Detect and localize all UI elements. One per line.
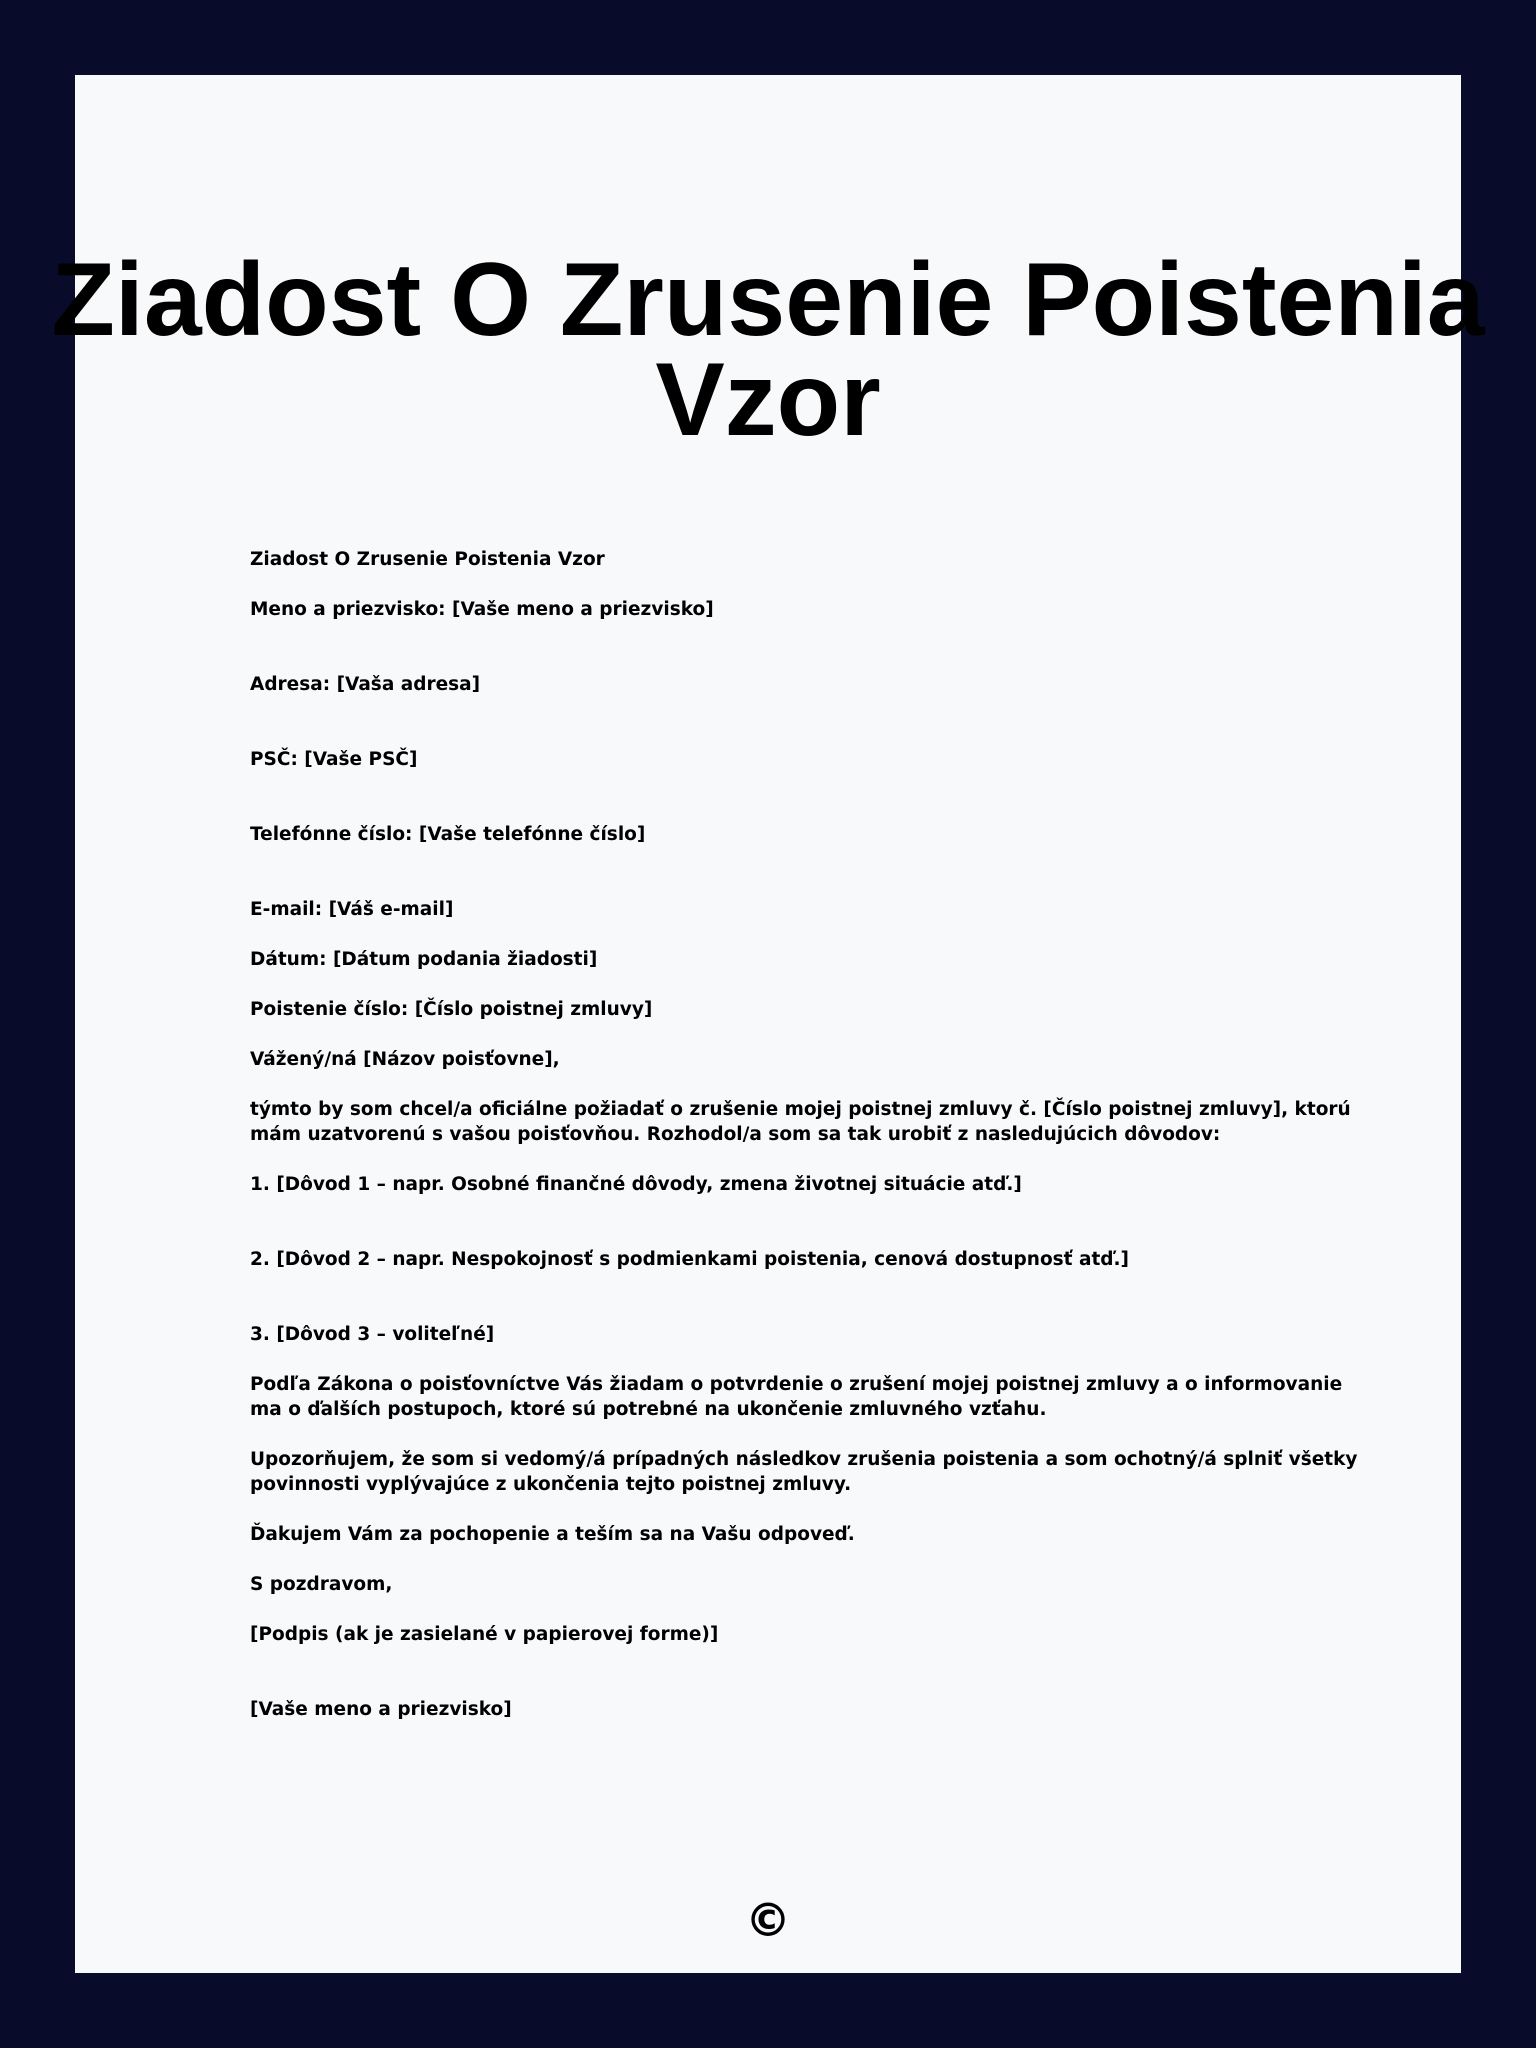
phone-line: Telefónne číslo: [Vaše telefónne číslo] xyxy=(250,824,646,845)
letter-body xyxy=(250,547,1370,1722)
thanks-line: Ďakujem Vám za pochopenie a teším sa na Vašu odpoveď. xyxy=(250,1524,855,1545)
reason-2: 2. [Dôvod 2 – napr. Nespokojnosť s podmienkami poistenia, cenová dostupnosť atď.] xyxy=(250,1249,1130,1270)
reason-3: 3. [Dôvod 3 – voliteľné] xyxy=(250,1324,495,1345)
name-line: Meno a priezvisko: [Vaše meno a priezvisko] xyxy=(250,599,714,620)
document-page xyxy=(51,75,1485,1973)
signature-line: [Podpis (ak je zasielané v papierovej forme)] xyxy=(250,1624,719,1645)
intro-paragraph: týmto by som chcel/a oficiálne požiadať o zrušenie mojej poistnej zmluvy č. [Číslo poistnej zmluvy], ktorú mám uzatvorenú s vašou poisťovňou. Rozhodol/a som sa tak urobiť z nasledujúcich dôvodov: xyxy=(250,1099,1351,1145)
salutation: Vážený/ná [Názov poisťovne], xyxy=(250,1049,560,1070)
psc-line: PSČ: [Vaše PSČ] xyxy=(250,749,418,770)
email-line: E-mail: [Váš e-mail] xyxy=(250,899,454,920)
letter-heading: Ziadost O Zrusenie Poistenia Vzor xyxy=(250,549,605,570)
notice-paragraph: Upozorňujem, že som si vedomý/á prípadných následkov zrušenia poistenia a som ochotný/á splniť všetky povinnosti vyplývajúce z ukončenia tejto poistnej zmluvy. xyxy=(250,1449,1358,1495)
address-line: Adresa: [Vaša adresa] xyxy=(250,674,481,695)
closing-line: S pozdravom, xyxy=(250,1574,393,1595)
sender-name: [Vaše meno a priezvisko] xyxy=(250,1699,512,1720)
policy-number-line: Poistenie číslo: [Číslo poistnej zmluvy] xyxy=(250,999,653,1020)
date-line: Dátum: [Dátum podania žiadosti] xyxy=(250,949,598,970)
reason-1: 1. [Dôvod 1 – napr. Osobné finančné dôvody, zmena životnej situácie atď.] xyxy=(250,1174,1022,1195)
page-title: Ziadost O Zrusenie Poistenia Vzor xyxy=(51,242,1485,458)
copyright-icon: © xyxy=(745,1893,791,1947)
law-paragraph: Podľa Zákona o poisťovníctve Vás žiadam o potvrdenie o zrušení mojej poistnej zmluvy a o informovanie ma o ďalších postupoch, ktoré sú potrebné na ukončenie zmluvného vzťahu. xyxy=(250,1374,1343,1420)
